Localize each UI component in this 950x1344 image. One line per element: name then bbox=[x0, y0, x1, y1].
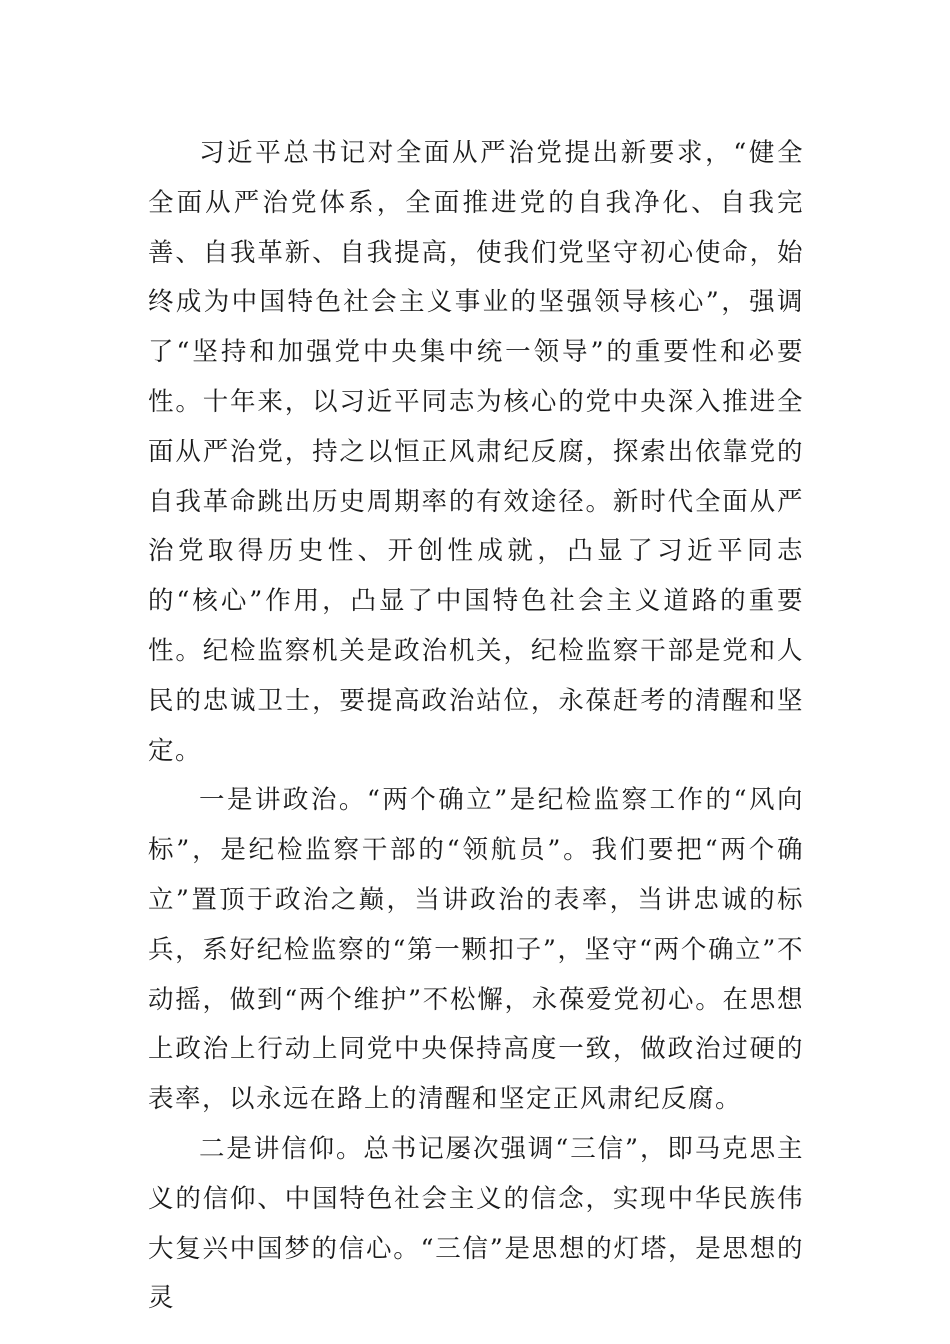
paragraph-faith: 二是讲信仰。总书记屡次强调“三信”，即马克思主义的信仰、中国特色社会主义的信念，实现中华民族伟大复兴中国梦的信心。“三信”是思想的灯塔，是思想的灵 bbox=[148, 1133, 804, 1314]
document-body bbox=[148, 129, 804, 1324]
paragraph-intro: 习近平总书记对全面从严治党提出新要求，“健全全面从严治党体系，全面推进党的自我净化、自我完善、自我革新、自我提高，使我们党坚守初心使命，始终成为中国特色社会主义事业的坚强领导核心”，强调了“坚持和加强党中央集中统一领导”的重要性和必要性。十年来，以习近平同志为核心的党中央深入推进全面从严治党，持之以恒正风肃纪反腐，探索出依靠党的自我革命跳出历史周期率的有效途径。新时代全面从严治党取得历史性、开创性成就，凸显了习近平同志的“核心”作用，凸显了中国特色社会主义道路的重要性。纪检监察机关是政治机关，纪检监察干部是党和人民的忠诚卫士，要提高政治站位，永葆赶考的清醒和坚定。 bbox=[148, 138, 804, 766]
paragraph-politics: 一是讲政治。“两个确立”是纪检监察工作的“风向标”，是纪检监察干部的“领航员”。我们要把“两个确立”置顶于政治之巅，当讲政治的表率，当讲忠诚的标兵，系好纪检监察的“第一颗扣子”，坚守“两个确立”不动摇，做到“两个维护”不松懈，永葆爱党初心。在思想上政治上行动上同党中央保持高度一致，做政治过硬的表率，以永远在路上的清醒和坚定正风肃纪反腐。 bbox=[148, 785, 804, 1115]
